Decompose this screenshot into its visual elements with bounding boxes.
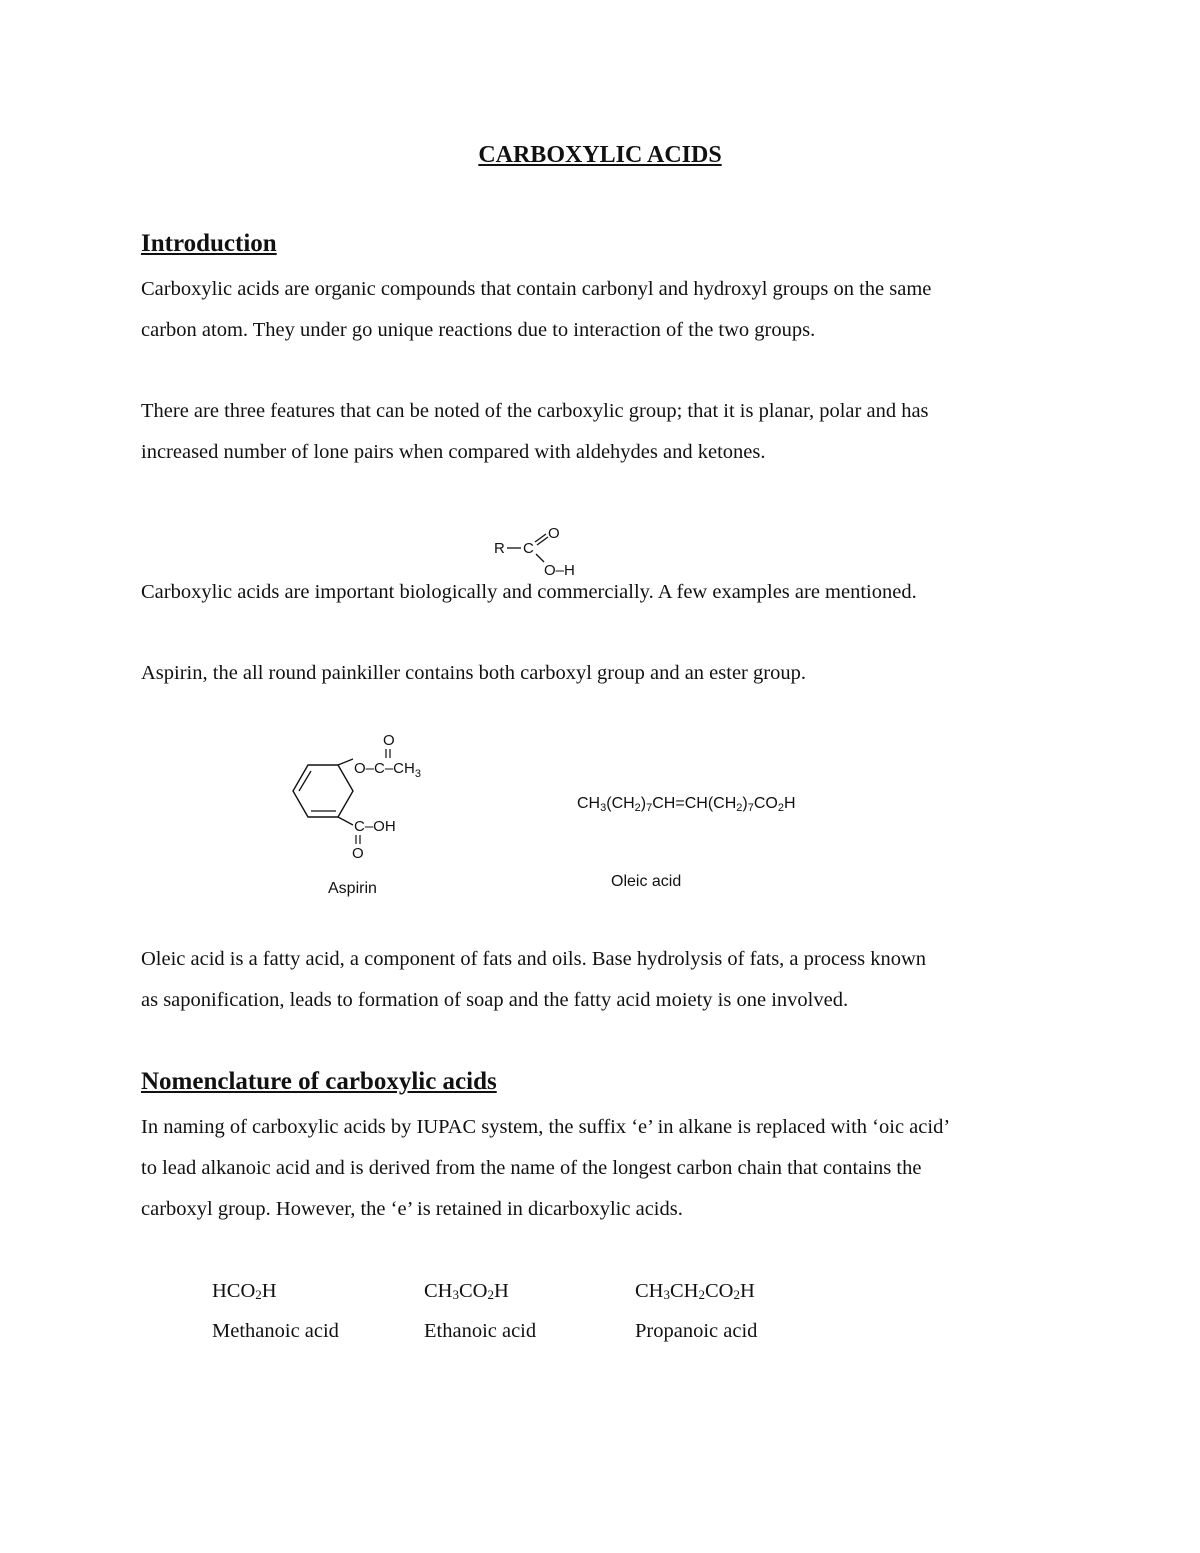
formula-subscript: 2: [634, 802, 641, 814]
important-paragraph: Carboxylic acids are important biologically and commercially. A few examples are mentioned.: [141, 581, 917, 603]
intro-paragraph-line-1: Carboxylic acids are organic compounds that contain carbonyl and hydroxyl groups on the same: [141, 278, 932, 300]
formula-text: CO: [753, 795, 778, 812]
example-formula-methanoic: [212, 1280, 277, 1303]
example-name-ethanoic: Ethanoic acid: [424, 1320, 537, 1342]
formula-subscript: 2: [255, 1287, 262, 1302]
oleic-paragraph-line-2: as saponification, leads to formation of soap and the fatty acid moiety is one involved.: [141, 989, 849, 1011]
aspirin-acid-label: C–OH: [354, 818, 396, 835]
oleic-acid-caption: Oleic acid: [611, 873, 682, 890]
formula-text: CH: [635, 1280, 664, 1302]
example-name-propanoic: Propanoic acid: [635, 1320, 758, 1342]
aspirin-ester-label: $O-C-CH_3$: [354, 760, 421, 780]
aspirin-o-bottom-label: O: [352, 845, 364, 862]
formula-text: H: [261, 1280, 277, 1302]
formula-text: CH: [424, 1280, 453, 1302]
formula-text: H: [493, 1280, 509, 1302]
nomenclature-paragraph-line-3: carboxyl group. However, the ‘e’ is retained in dicarboxylic acids.: [141, 1198, 683, 1220]
example-formula-propanoic: [635, 1280, 755, 1303]
formula-text: HCO: [212, 1280, 256, 1302]
aspirin-paragraph: Aspirin, the all round painkiller contains both carboxyl group and an ester group.: [141, 662, 806, 684]
formula-text: CH: [577, 795, 601, 812]
example-name-methanoic: Methanoic acid: [212, 1320, 339, 1342]
nomenclature-paragraph-line-1: In naming of carboxylic acids by IUPAC system, the suffix ‘e’ in alkane is replaced with ‘oic acid’: [141, 1116, 951, 1138]
page-title: CARBOXYLIC ACIDS: [478, 142, 722, 168]
oleic-acid-formula: [577, 795, 796, 813]
formula-text: CO: [704, 1280, 734, 1302]
formula-text: H: [783, 795, 796, 812]
carboxyl-c-label: C: [523, 540, 534, 557]
example-formula-ethanoic: [424, 1280, 509, 1303]
oleic-paragraph-line-1: Oleic acid is a fatty acid, a component of fats and oils. Base hydrolysis of fats, a process known: [141, 948, 927, 970]
formula-text: H: [739, 1280, 755, 1302]
aspirin-caption: Aspirin: [328, 880, 377, 897]
formula-subscript: 2: [733, 1287, 740, 1302]
carboxyl-group-structure: [480, 516, 610, 586]
formula-text: CO: [458, 1280, 488, 1302]
formula-subscript: 3: [663, 1287, 670, 1302]
carboxyl-o-top-label: O: [548, 525, 560, 542]
aspirin-o-top-label: O: [383, 732, 395, 749]
formula-subscript: 7: [747, 802, 754, 814]
formula-text: (CH: [606, 795, 635, 812]
formula-subscript: 2: [487, 1287, 494, 1302]
formula-text: ): [742, 795, 748, 812]
formula-subscript: 7: [646, 802, 653, 814]
features-paragraph-line-2: increased number of lone pairs when compared with aldehydes and ketones.: [141, 441, 766, 463]
intro-paragraph-line-2: carbon atom. They under go unique reactions due to interaction of the two groups.: [141, 319, 816, 341]
features-paragraph-line-1: There are three features that can be noted of the carboxylic group; that it is planar, polar and has: [141, 400, 929, 422]
formula-subscript: 2: [698, 1287, 705, 1302]
aspirin-structure: [270, 725, 470, 870]
nomenclature-paragraph-line-2: to lead alkanoic acid and is derived from the name of the longest carbon chain that contains the: [141, 1157, 922, 1179]
formula-text: ): [640, 795, 647, 812]
carboxyl-r-label: R: [494, 540, 505, 557]
formula-subscript: 2: [777, 802, 784, 814]
formula-text: CH: [669, 1280, 699, 1302]
formula-subscript: 2: [736, 802, 743, 814]
carboxyl-oh-label: O–H: [544, 562, 575, 579]
intro-heading: Introduction: [141, 230, 277, 257]
formula-subscript: 3: [600, 802, 607, 814]
formula-text: CH=CH(CH: [652, 795, 737, 812]
formula-subscript: 3: [452, 1287, 459, 1302]
nomenclature-heading: Nomenclature of carboxylic acids: [141, 1068, 497, 1095]
